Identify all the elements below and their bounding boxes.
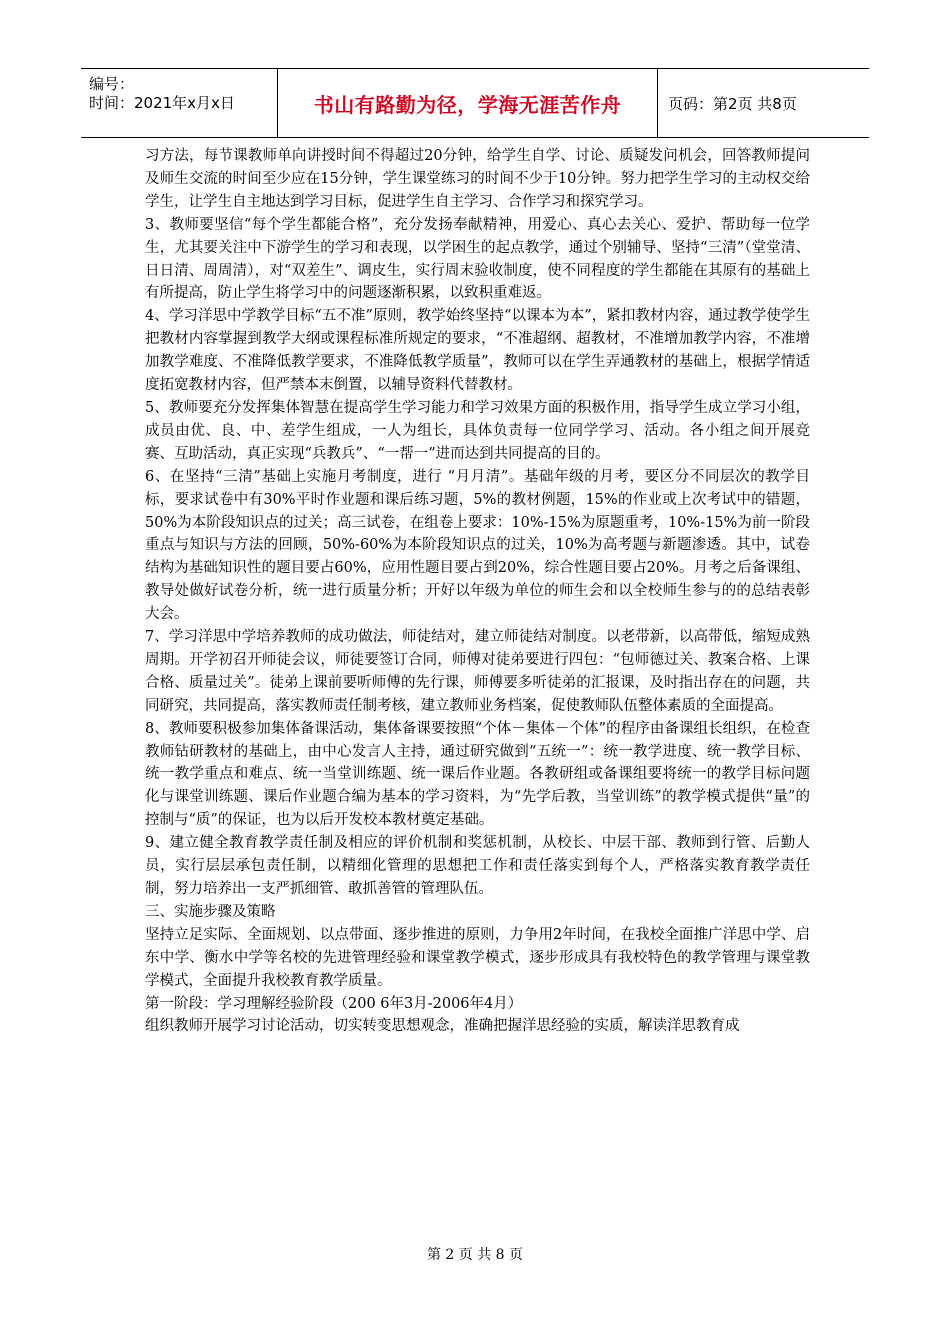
page-header — [81, 68, 869, 138]
header-page-info: 页码：第2页 共8页 — [668, 94, 797, 113]
paragraph: 3、教师要坚信“每个学生都能合格”，充分发扬奉献精神，用爱心、真心去关心、爱护、帮助每一位学生，尤其要关注中下游学生的学习和表现，以学困生的起点教学，通过个别辅导、坚持“三清”（堂堂清、日日清、周周清），对“双差生”、调皮生，实行周末验收制度，使不同程度的学生都能在其原有的基础上有所提高，防止学生将学习中的问题逐渐积累，以致积重难返。 — [145, 216, 810, 302]
paragraph: 坚持立足实际、全面规划、以点带面、逐步推进的原则，力争用2年时间，在我校全面推广洋思中学、启东中学、衡水中学等名校的先进管理经验和课堂教学模式，逐步形成具有我校特色的教学管理与课堂教学模式，全面提升我校教育教学质量。 — [145, 926, 810, 989]
paragraph: 9、建立健全教育教学责任制及相应的评价机制和奖惩机制，从校长、中层干部、教师到行管、后勤人员，实行层层承包责任制，以精细化管理的思想把工作和责任落实到每个人，严格落实教育教学责任制，努力培养出一支严抓细管、敢抓善管的管理队伍。 — [145, 835, 810, 897]
paragraph: 习方法，每节课教师单向讲授时间不得超过20分钟，给学生自学、讨论、质疑发问机会，回答教师提问及师生交流的时间至少应在15分钟，学生课堂练习的时间不少于10分钟。努力把学生学习的主动权交给学生，让学生自主地达到学习目标，促进学生自主学习、合作学习和探究学习。 — [145, 148, 810, 210]
paragraph: 7、学习洋思中学培养教师的成功做法，师徒结对，建立师徒结对制度。以老带新，以高带低，缩短成熟周期。开学初召开师徒会议，师徒要签订合同，师傅对徒弟要进行四包：“包师德过关、教案合格、上课合格、质量过关”。徒弟上课前要听师傅的先行课，师傅要多听徒弟的汇报课，及时指出存在的问题，共同研究，共同提高，落实教师责任制考核，建立教师业务档案，促使教师队伍整体素质的全面提高。 — [145, 629, 810, 714]
stage-heading: 第一阶段：学习理解经验阶段（200 6年3月-2006年4月） — [145, 995, 523, 1012]
doc-date: 时间：2021年x月x日 — [89, 94, 235, 112]
paragraph: 组织教师开展学习讨论活动，切实转变思想观念，准确把握洋思经验的实质，解读洋思教育成 — [145, 1018, 740, 1035]
document-body — [145, 145, 810, 1038]
paragraph: 6、在坚持“三清”基础上实施月考制度，进行 “月月清”。基础年级的月考，要区分不同层次的教学目标，要求试卷中有30%平时作业题和课后练习题，5%的教材例题，15%的作业或上次考试中的错题，50%为本阶段知识点的过关；高三试卷，在组卷上要求：10%-15%为原题重考，10%-15%为前一阶段重点与知识与方法的回顾，50%-60%为本阶段知识点的过关，10%为高考题与新题渗透。其中，试卷结构为基础知识性的题目要占60%，应用性题目要占到20%，综合性题目要占20%。月考之后备课组、教导处做好试卷分析，统一进行质量分析；开好以年级为单位的师生会和以全校师生参与的的总结表彰大会。 — [145, 468, 810, 623]
header-motto: 书山有路勤为径，学海无涯苦作舟 — [278, 69, 658, 137]
paragraph: 8、教师要积极参加集体备课活动，集体备课要按照“个体－集体－个体”的程序由备课组长组织，在检查教师钻研教材的基础上，由中心发言人主持，通过研究做到“五统一”：统一教学进度、统一教学目标、统一教学重点和难点、统一当堂训练题、统一课后作业题。各教研组或备课组要将统一的教学目标问题化与课堂训练题、课后作业题合编为基本的学习资料，为“先学后教，当堂训练”的教学模式提供“量”的控制与“质”的保证，也为以后开发校本教材奠定基础。 — [145, 720, 810, 829]
section-heading: 三、实施步骤及策略 — [145, 903, 276, 920]
paragraph: 5、教师要充分发挥集体智慧在提高学生学习能力和学习效果方面的积极作用，指导学生成立学习小组，成员由优、良、中、差学生组成，一人为组长，具体负责每一位同学学习、活动。各小组之间开展竞赛、互助活动，真正实现“兵教兵”、“一帮一”进而达到共同提高的目的。 — [145, 399, 810, 462]
paragraph: 4、学习洋思中学教学目标“五不准”原则，教学始终坚持“以课本为本”，紧扣教材内容，通过教学使学生把教材内容掌握到教学大纲或课程标准所规定的要求，“不准超纲、超教材，不准增加教学内容，不准增加教学难度、不准降低教学要求，不准降低教学质量”，教师可以在学生弄通教材的基础上，根据学情适度拓宽教材内容，但严禁本末倒置，以辅导资料代替教材。 — [145, 308, 810, 394]
doc-code-label: 编号： — [89, 75, 135, 93]
page-footer: 第 2 页 共 8 页 — [426, 1247, 524, 1263]
header-meta — [81, 69, 278, 137]
